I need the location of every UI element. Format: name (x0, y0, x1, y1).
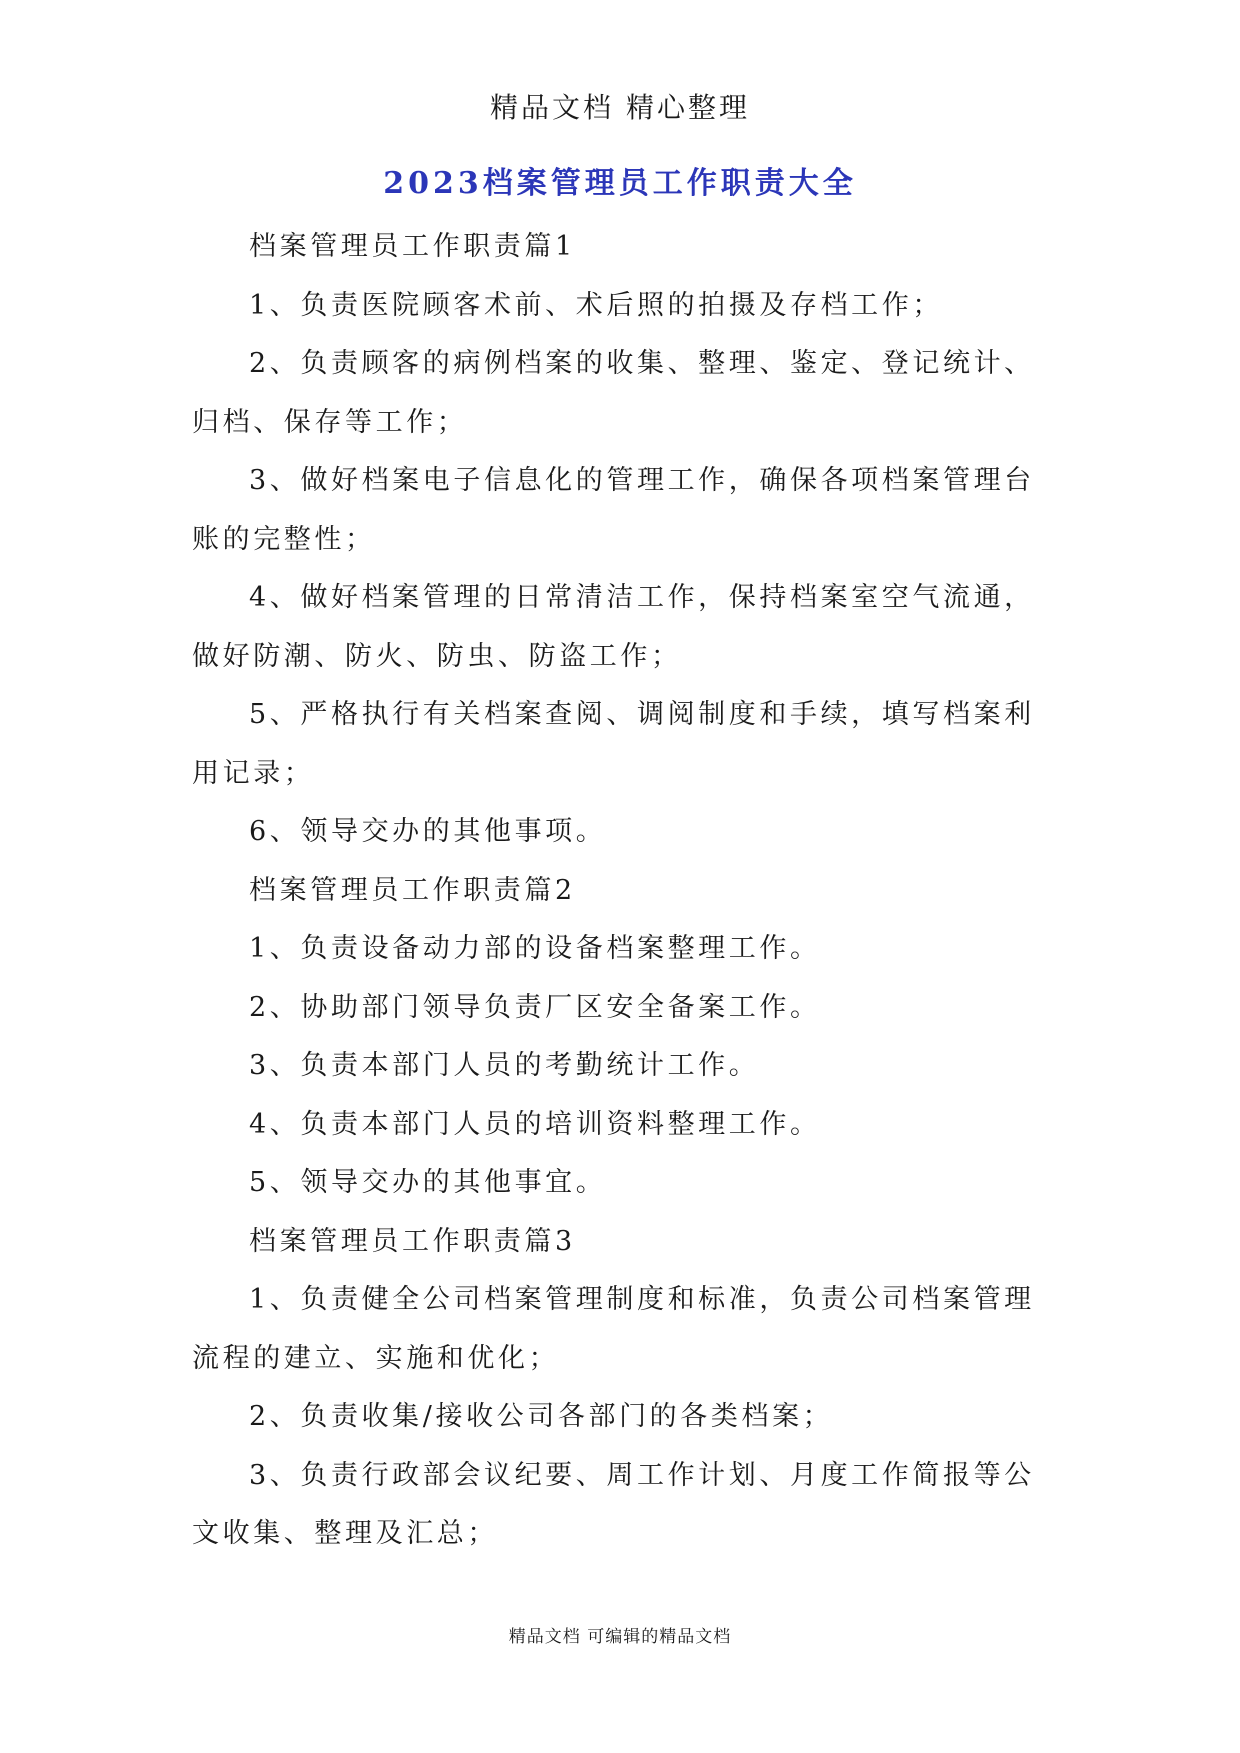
duty-item: 3、做好档案电子信息化的管理工作，确保各项档案管理台账的完整性； (192, 465, 1035, 555)
page-header: 精品文档 精心整理 (490, 91, 750, 124)
duty-item: 4、做好档案管理的日常清洁工作，保持档案室空气流通，做好防潮、防火、防虫、防盗工作； (192, 582, 1035, 672)
section-heading: 档案管理员工作职责篇2 (249, 874, 576, 906)
page-footer: 精品文档 可编辑的精品文档 (508, 1627, 732, 1647)
duty-item: 1、负责健全公司档案管理制度和标准，负责公司档案管理流程的建立、实施和优化； (192, 1284, 1035, 1374)
duty-item: 3、负责本部门人员的考勤统计工作。 (249, 1050, 760, 1081)
duty-item: 2、负责收集/接收公司各部门的各类档案； (249, 1401, 834, 1432)
duty-item: 1、负责医院顾客术前、术后照的拍摄及存档工作； (249, 289, 943, 321)
duty-item: 5、严格执行有关档案查阅、调阅制度和手续，填写档案利用记录； (192, 699, 1035, 789)
section-heading: 档案管理员工作职责篇3 (249, 1225, 576, 1257)
duty-item: 1、负责设备动力部的设备档案整理工作。 (249, 933, 821, 964)
duty-item: 2、负责顾客的病例档案的收集、整理、鉴定、登记统计、归档、保存等工作； (192, 348, 1035, 438)
duty-item: 2、协助部门领导负责厂区安全备案工作。 (249, 991, 821, 1023)
document-body (192, 218, 1052, 1564)
duty-item: 4、负责本部门人员的培训资料整理工作。 (249, 1108, 821, 1140)
duty-item: 5、领导交办的其他事宜。 (249, 1167, 607, 1198)
section-heading: 档案管理员工作职责篇1 (249, 231, 576, 262)
document-title: 2023档案管理员工作职责大全 (383, 166, 857, 201)
duty-item: 3、负责行政部会议纪要、周工作计划、月度工作简报等公文收集、整理及汇总； (192, 1459, 1035, 1549)
duty-item: 6、领导交办的其他事项。 (249, 816, 607, 847)
